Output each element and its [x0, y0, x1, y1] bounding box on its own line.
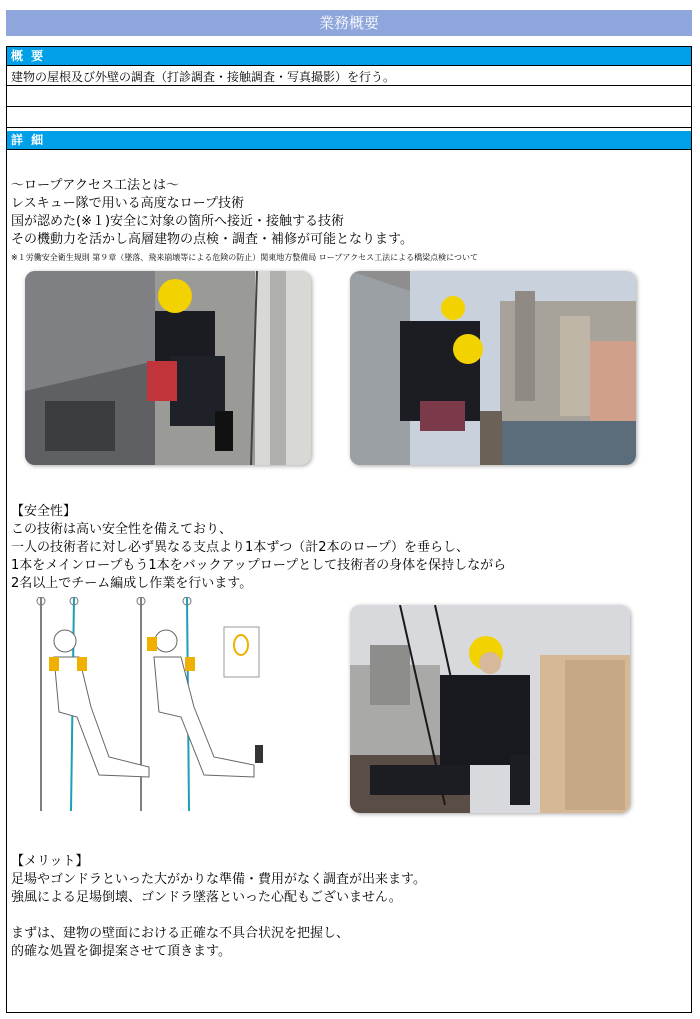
- text-line: ～ロープアクセス工法とは～: [11, 178, 179, 193]
- rope-access-description: [11, 177, 413, 249]
- rope-diagram-illustration: [19, 597, 267, 811]
- page-title: 業務概要: [6, 10, 692, 36]
- text-line: レスキュー隊で用いる高度なロープ技術: [11, 196, 244, 211]
- divider: [7, 85, 691, 86]
- divider: [7, 65, 691, 66]
- text-line: その機動力を活かし高層建物の点検・調査・補修が可能となります。: [11, 232, 413, 247]
- text-line: 【安全性】: [11, 504, 77, 519]
- text-line: 2名以上でチーム編成し作業を行います。: [11, 576, 253, 591]
- rope-worker-photo-1: [25, 271, 311, 465]
- merit-description: [11, 853, 426, 961]
- business-overview-page: [6, 10, 692, 1013]
- text-line: まずは、建物の壁面における正確な不具合状況を把握し、: [11, 926, 350, 941]
- text-line: この技術は高い安全性を備えており、: [11, 522, 233, 537]
- text-line: 1本をメインロープもう1本をバックアップロープとして技術者の身体を保持しながら: [11, 558, 507, 573]
- overview-heading: 概 要: [7, 47, 691, 65]
- text-line: 一人の技術者に対し必ず異なる支点より1本ずつ（計2本のロープ）を垂らし、: [11, 540, 470, 555]
- text-line: 的確な処置を御提案させて頂きます。: [11, 944, 231, 959]
- footnote: ※１労働安全衛生規則 第９章（墜落、飛来崩壊等による危険の防止）関東地方整備局 ロープアクセス工法による橋梁点検について: [11, 253, 478, 262]
- text-line: 国が認めた(※１)安全に対象の箇所へ接近・接触する技術: [11, 214, 345, 229]
- details-heading: 詳 細: [7, 131, 691, 149]
- rope-workers-canal-photo: [350, 271, 636, 465]
- text-line: 足場やゴンドラといった大がかりな準備・費用がなく調査が出来ます。: [11, 872, 426, 887]
- content-frame: [6, 46, 692, 1013]
- divider: [7, 127, 691, 128]
- text-line: 【メリット】: [11, 854, 89, 869]
- divider: [7, 106, 691, 107]
- divider: [7, 149, 691, 150]
- overview-text: 建物の屋根及び外壁の調査（打診調査・接触調査・写真撮影）を行う。: [11, 70, 396, 84]
- safety-description: [11, 503, 506, 593]
- text-line: [11, 907, 426, 925]
- text-line: 強風による足場倒壊、ゴンドラ墜落といった心配もございません。: [11, 890, 402, 905]
- rope-worker-photo-3: [350, 605, 630, 813]
